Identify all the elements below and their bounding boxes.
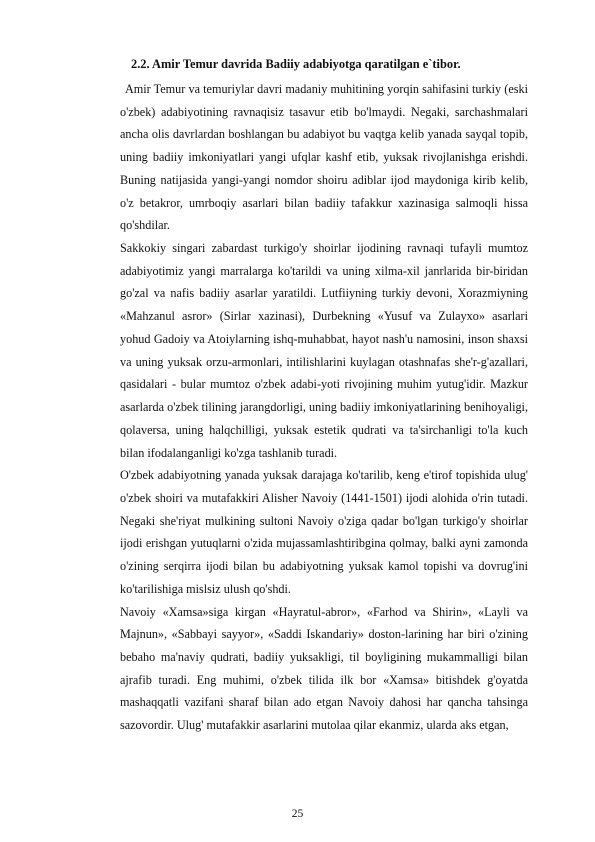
paragraph-4: Navoiy «Xamsa»siga kirgan «Hayratul-abror», «Farhod va Shirin», «Layli va Majnun», «Sabbayi sayyor», «Saddi Iskandariy» doston-larining har biri o'zining bebaho ma'naviy qudrati, badiiy yuksakligi, til boyligining mukammalligi bilan ajrafib turadi. Eng muhimi, o'zbek tilida ilk bor «Xamsa» bitishdek g'oyatda mashaqqatli vazifani sharaf bilan ado etgan Navoiy dahosi har qancha tahsinga sazovordir. Ulug' mutafakkir asarlarini mutolaa qilar ekanmiz, ularda aks etgan,	[120, 604, 528, 733]
section-heading: 2.2. Amir Temur davrida Badiiy adabiyotga qaratilgan e`tibor.	[131, 57, 461, 71]
body-text	[120, 78, 528, 737]
paragraph-1: Amir Temur va temuriylar davri madaniy muhitining yorqin sahifasini turkiy (eski o'zbek) adabiyotining ravnaqisiz tasavur etib bo'lmaydi. Negaki, sarchashmalari ancha olis davrlardan boshlangan bu adabiyot bu vaqtga kelib yanada sayqal topib, uning badiiy imkoniyatlari yangi ufqlar kashf etib, yuksak rivojlanishga erishdi. Buning natijasida yangi-yangi nomdor shoiru adiblar ijod maydoniga kirib kelib, o'z betakror, umrboqiy asarlari bilan badiiy tafakkur xazinasiga salmoqli hissa qo'shdilar.	[120, 82, 528, 233]
paragraph-3: O'zbek adabiyotning yanada yuksak darajaga ko'tarilib, keng e'tirof topishida ulug' o'zbek shoiri va mutafakkiri Alisher Navoiy (1441-1501) ijodi alohida o'rin tutadi. Negaki she'riyat mulkining sultoni Navoiy o'ziga qadar bo'lgan turkigo'y shoirlar ijodi erishgan yutuqlarni o'zida mujassamlashtiribgina qolmay, balki ayni zamonda o'zining serqirra ijodi bilan bu adabiyotning yuksak kamol topishi va dovrug'ini ko'tarilishiga mislsiz ulush qo'shdi.	[120, 468, 528, 596]
page-number: 25	[291, 808, 304, 820]
paragraph-2: Sakkokiy singari zabardast turkigo'y shoirlar ijodining ravnaqi tufayli mumtoz adabiyotimiz yangi marralarga ko'tarildi va uning xilma-xil janrlarida bir-biridan go'zal va nafis badiiy asarlar yaratildi. Lutfiiyning turkiy devoni, Xorazmiyning «Mahzanul asror» (Sirlar xazinasi), Durbekning «Yusuf va Zulayxo» asarlari yohud Gadoiy va Atoiylarning ishq-muhabbat, hayot nash'u namosini, inson shaxsi va uning yuksak orzu-armonlari, intilishlarini kuylagan otashnafas she'r-g'azallari, qasidalari - bular mumtoz o'zbek adabi-yoti rivojining muhim yutug'idir. Mazkur asarlarda o'zbek tilining jarangdorligi, uning badiiy imkoniyatlarining benihoyaligi, qolaversa, uning halqchilligi, yuksak estetik qudrati va ta'sirchanligi to'la kuch bilan ifodalanganligi ko'zga tashlanib turadi.	[120, 241, 528, 460]
